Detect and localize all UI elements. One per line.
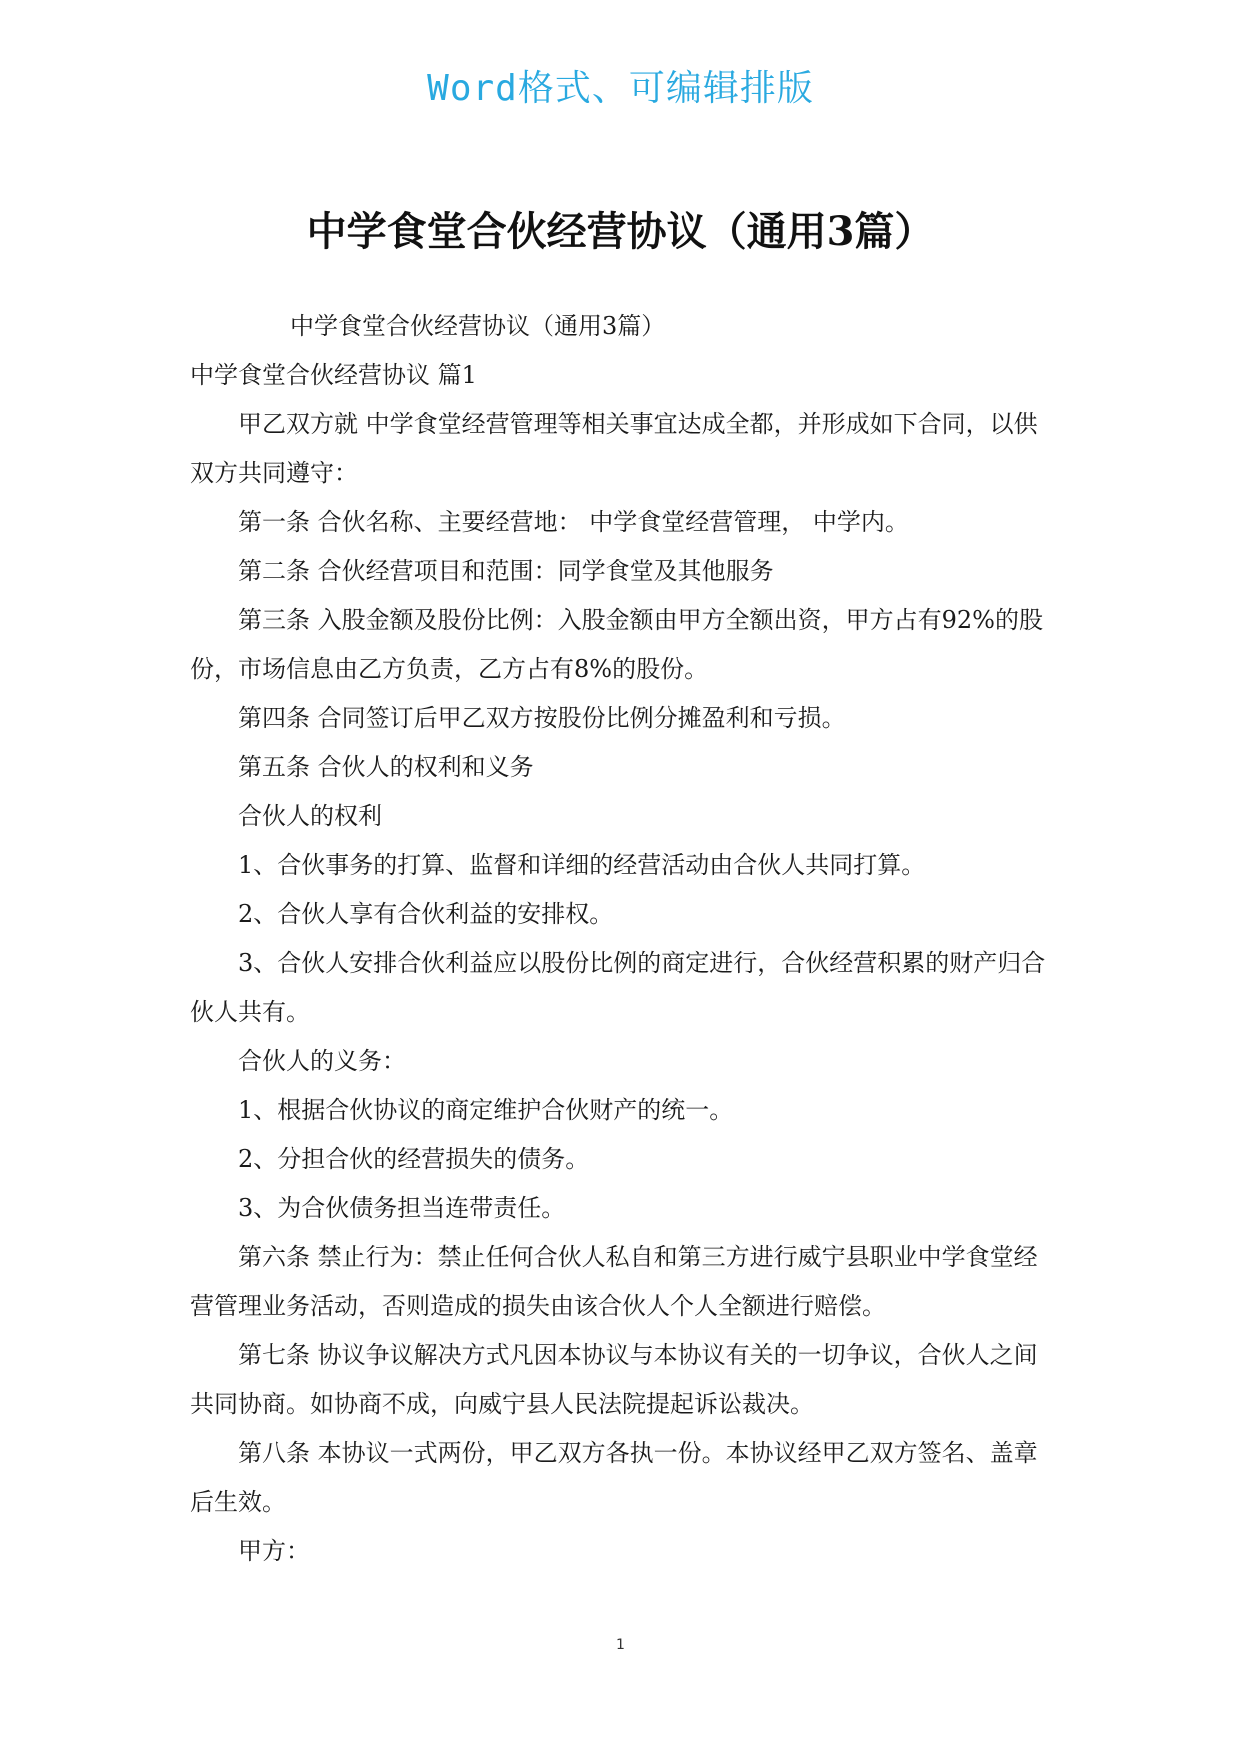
paragraph-intro: 甲乙双方就 中学食堂经营管理等相关事宜达成全都，并形成如下合同，以供双方共同遵守： — [190, 410, 1038, 487]
page-number: 1 — [616, 1637, 625, 1653]
document-body — [190, 302, 1060, 1576]
paragraph-duty-2: 2、分担合伙的经营损失的债务。 — [238, 1145, 590, 1173]
paragraph-right-1: 1、合伙事务的打算、监督和详细的经营活动由合伙人共同打算。 — [238, 851, 926, 879]
paragraph-article-6: 第六条 禁止行为：禁止任何合伙人私自和第三方进行威宁县职业中学食堂经营管理业务活动，否则造成的损失由该合伙人个人全额进行赔偿。 — [190, 1243, 1038, 1320]
paragraph-rights-heading: 合伙人的权利 — [238, 802, 382, 830]
paragraph-right-2: 2、合伙人享有合伙利益的安排权。 — [238, 900, 614, 928]
paragraph-duty-1: 1、根据合伙协议的商定维护合伙财产的统一。 — [238, 1096, 734, 1124]
paragraph-duties-heading: 合伙人的义务： — [238, 1047, 406, 1075]
paragraph-article-2: 第二条 合伙经营项目和范围：同学食堂及其他服务 — [238, 557, 774, 585]
watermark-header: Word格式、可编辑排版 — [427, 68, 814, 109]
paragraph-duty-3: 3、为合伙债务担当连带责任。 — [238, 1194, 566, 1222]
paragraph-party-a: 甲方： — [238, 1537, 310, 1565]
document-title: 中学食堂合伙经营协议（通用3篇） — [306, 208, 935, 255]
paragraph-article-1: 第一条 合伙名称、主要经营地： 中学食堂经营管理， 中学内。 — [238, 508, 909, 536]
paragraph-article-5: 第五条 合伙人的权利和义务 — [238, 753, 534, 781]
paragraph-right-3: 3、合伙人安排合伙利益应以股份比例的商定进行，合伙经营积累的财产归合伙人共有。 — [190, 949, 1046, 1026]
section-heading: 中学食堂合伙经营协议 篇1 — [190, 361, 477, 389]
paragraph-article-3: 第三条 入股金额及股份比例：入股金额由甲方全额出资，甲方占有92%的股份，市场信息由乙方负责，乙方占有8%的股份。 — [190, 606, 1043, 683]
paragraph-article-7: 第七条 协议争议解决方式凡因本协议与本协议有关的一切争议，合伙人之间共同协商。如协商不成，向威宁县人民法院提起诉讼裁决。 — [190, 1341, 1038, 1418]
document-subtitle: 中学食堂合伙经营协议（通用3篇） — [290, 312, 666, 340]
paragraph-article-4: 第四条 合同签订后甲乙双方按股份比例分摊盈利和亏损。 — [238, 704, 846, 732]
paragraph-article-8: 第八条 本协议一式两份，甲乙双方各执一份。本协议经甲乙双方签名、盖章后生效。 — [190, 1439, 1038, 1516]
